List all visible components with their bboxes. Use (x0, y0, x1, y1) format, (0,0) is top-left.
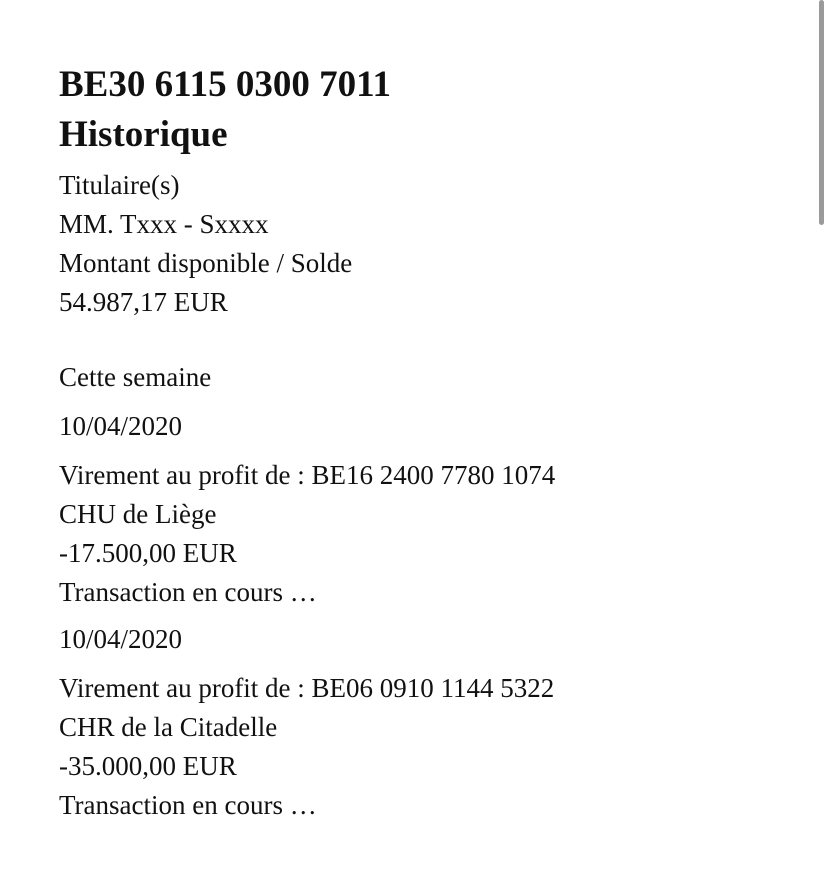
balance-value: 54.987,17 EUR (59, 287, 228, 317)
transaction-beneficiary: CHR de la Citadelle (59, 712, 278, 742)
transaction-item[interactable] (59, 456, 799, 612)
transaction-amount: -35.000,00 EUR (59, 751, 237, 781)
account-iban-title: BE30 6115 0300 7011 (59, 64, 392, 105)
transaction-date: 10/04/2020 (59, 624, 183, 654)
transaction-beneficiary: CHU de Liège (59, 499, 217, 529)
transaction-description: Virement au profit de : BE06 0910 1144 5322 (59, 673, 555, 703)
holder-label: Titulaire(s) (59, 170, 180, 200)
vertical-scrollbar[interactable] (819, 0, 824, 225)
holder-name: MM. Txxx - Sxxxx (59, 209, 269, 239)
balance-label: Montant disponible / Solde (59, 248, 353, 278)
transaction-item[interactable] (59, 669, 799, 825)
transaction-date: 10/04/2020 (59, 411, 183, 441)
transaction-amount: -17.500,00 EUR (59, 538, 237, 568)
transaction-status: Transaction en cours … (59, 577, 317, 607)
transaction-status: Transaction en cours … (59, 790, 317, 820)
page-title: Historique (59, 114, 228, 155)
transaction-description: Virement au profit de : BE16 2400 7780 1074 (59, 460, 556, 490)
account-history-page (59, 60, 799, 833)
section-label-this-week: Cette semaine (59, 362, 212, 392)
